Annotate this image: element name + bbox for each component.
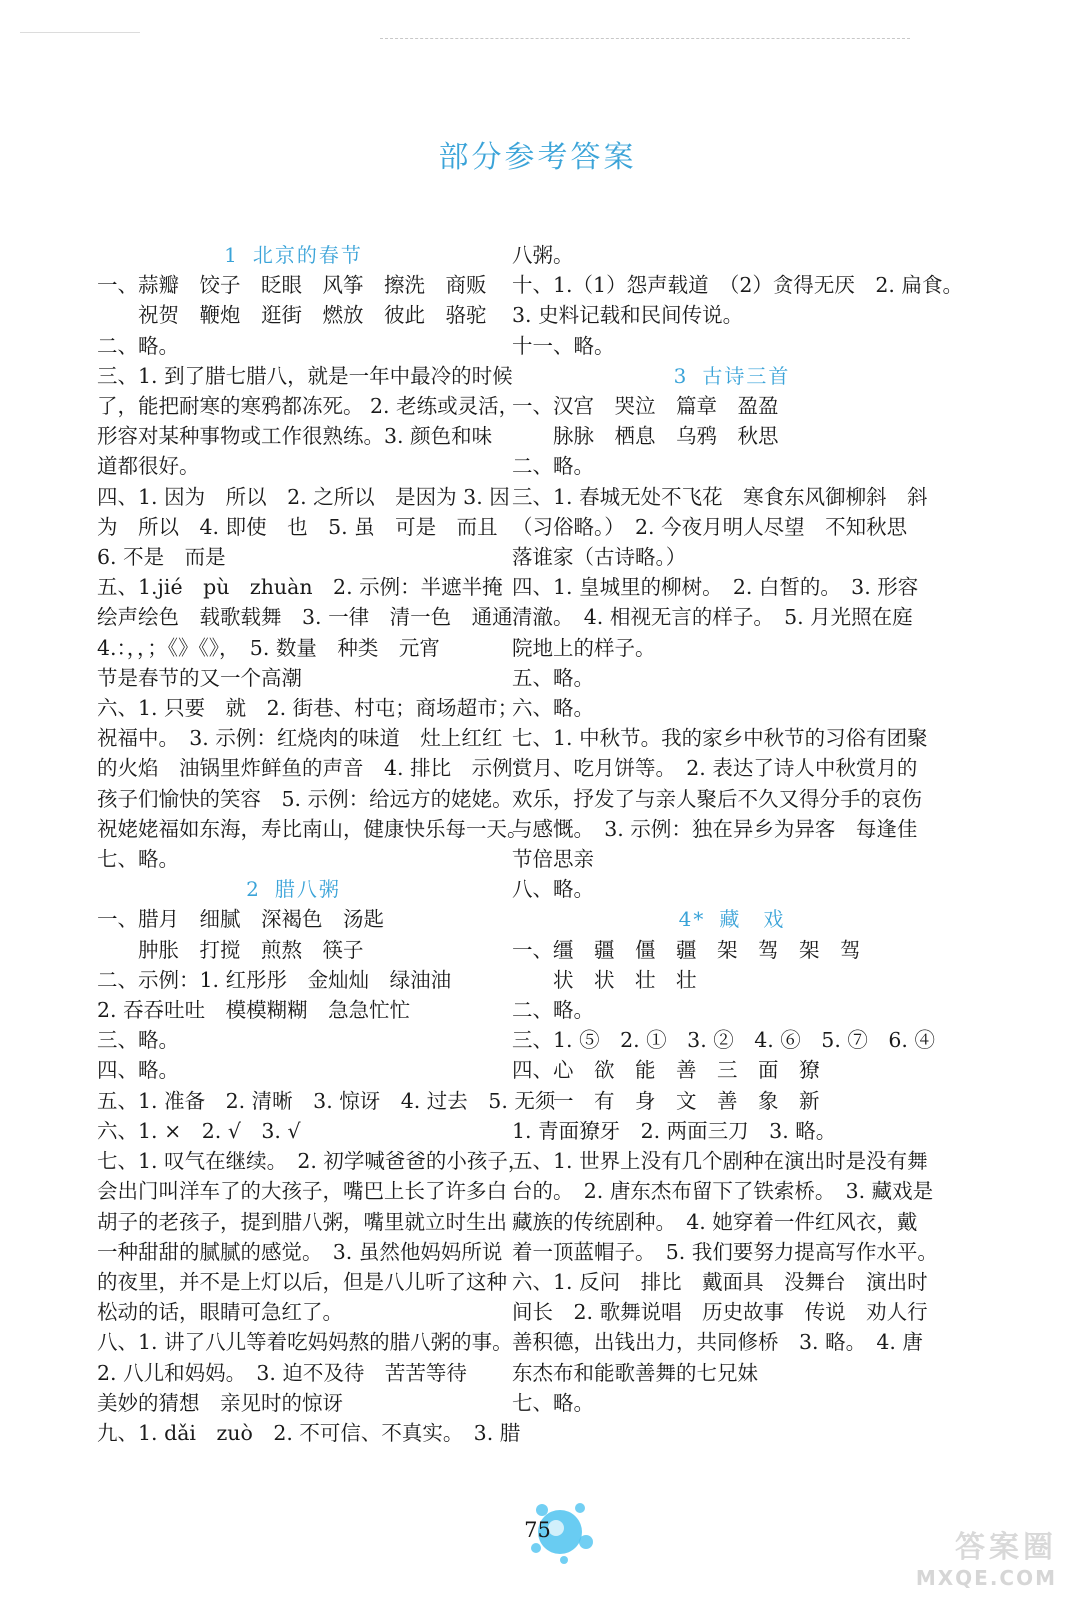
answer-line: 三、略。: [97, 1028, 179, 1053]
answer-line: 欢乐，抒发了与亲人聚后不久又得分手的哀伤: [512, 786, 922, 811]
answer-line: 为 所以 4. 即使 也 5. 虽 可是 而且: [97, 514, 498, 539]
answer-line: 间长 2. 歌舞说唱 历史故事 传说 劝人行: [512, 1300, 928, 1325]
section-number: 1: [224, 243, 239, 267]
section-number: 2: [246, 877, 261, 902]
right-column: [512, 240, 963, 1418]
answer-line: 脉脉 栖息 乌鸦 秋思: [512, 424, 779, 449]
answer-line: 赏月、吃月饼等。 2. 表达了诗人中秋赏月的: [512, 756, 918, 781]
answer-line: 形容对某种事物或工作很熟练。3. 颜色和味: [97, 424, 493, 449]
answer-line: 十一、略。: [512, 333, 615, 358]
answer-line: 七、略。: [512, 1390, 594, 1415]
answer-line: 九、1. dǎi zuò 2. 不可信、不真实。 3. 腊: [97, 1420, 521, 1445]
answer-line: 一种甜甜的腻腻的感觉。 3. 虽然他妈妈所说: [97, 1239, 503, 1264]
answer-line: 祝姥姥福如东海，寿比南山，健康快乐每一天。: [97, 816, 528, 841]
answer-line: 一、蒜瓣 饺子 眨眼 风筝 擦洗 商贩: [97, 273, 487, 298]
answer-line: 二、略。: [512, 998, 594, 1023]
section-title: 腊八粥: [274, 877, 341, 902]
answer-line: 五、略。: [512, 665, 594, 690]
answer-line: 与感慨。 3. 示例：独在异乡为异客 每逢佳: [512, 816, 918, 841]
answer-line: 4.：，，；《》《》， 5. 数量 种类 元宵: [97, 635, 440, 660]
answer-line: 四、略。: [97, 1058, 179, 1083]
answer-line: 状 状 壮 壮: [512, 967, 697, 992]
answer-line: 八、1. 讲了八儿等着吃妈妈熬的腊八粥的事。: [97, 1330, 513, 1355]
section-title: 北京的春节: [252, 243, 363, 267]
answer-line: 清澈。 4. 相视无言的样子。 5. 月光照在庭: [512, 605, 913, 630]
answer-line: 松动的话，眼睛可急红了。: [97, 1300, 343, 1325]
answer-line: 了，能把耐寒的寒鸦都冻死。 2. 老练或灵活，: [97, 394, 520, 419]
answer-line: 落谁家（古诗略。）: [512, 545, 687, 570]
answer-line: 1. 青面獠牙 2. 两面三刀 3. 略。: [512, 1118, 837, 1143]
answer-line: 五、1. 世界上没有几个剧种在演出时是没有舞: [512, 1149, 928, 1174]
answer-line: 六、1. × 2. √ 3. √: [97, 1118, 301, 1143]
answer-line: 美妙的猜想 亲见时的惊讶: [97, 1390, 343, 1415]
section-heading: [97, 240, 490, 270]
answer-line: 六、略。: [512, 696, 594, 721]
answer-line: 道都很好。: [97, 454, 200, 479]
section-heading: [512, 361, 952, 391]
section-title: 古诗三首: [702, 363, 791, 388]
answer-line: 四、1. 皇城里的柳树。 2. 白皙的。 3. 形容: [512, 575, 919, 600]
answer-line: 三、1. ⑤ 2. ① 3. ② 4. ⑥ 5. ⑦ 6. ④: [512, 1028, 935, 1053]
answer-line: 四、心 欲 能 善 三 面 獠: [512, 1058, 820, 1083]
answer-line: 五、1. 准备 2. 清晰 3. 惊讶 4. 过去 5. 无须: [97, 1088, 556, 1113]
answer-line: 孩子们愉快的笑容 5. 示例：给远方的姥姥。: [97, 786, 513, 811]
answer-line: 五、1.jié pù zhuàn 2. 示例：半遮半掩: [97, 575, 503, 600]
answer-line: 七、略。: [97, 847, 179, 872]
answer-line: 院地上的样子。: [512, 635, 656, 660]
answer-line: 的夜里，并不是上灯以后，但是八儿听了这种: [97, 1269, 507, 1294]
answer-line: 祝贺 鞭炮 逛街 燃放 彼此 骆驼: [97, 303, 487, 328]
answer-line: 三、1. 到了腊七腊八，就是一年中最冷的时候: [97, 363, 513, 388]
page-number: 75: [524, 1518, 551, 1542]
answer-line: 绘声绘色 载歌载舞 3. 一律 清一色 通通: [97, 605, 513, 630]
answer-line: 3. 史料记载和民间传说。: [512, 303, 744, 328]
section-heading: [512, 904, 952, 934]
answer-line: （习俗略。） 2. 今夜月明人尽望 不知秋思: [512, 514, 908, 539]
section-title: 藏 戏: [719, 907, 786, 932]
answer-line: 三、1. 春城无处不飞花 寒食东风御柳斜 斜: [512, 484, 928, 509]
section-number: 3: [673, 363, 689, 388]
answer-line: 六、1. 反问 排比 戴面具 没舞台 演出时: [512, 1269, 928, 1294]
answer-line: 着一顶蓝帽子。 5. 我们要努力提高写作水平。: [512, 1239, 938, 1264]
answer-line: 东杰布和能歌善舞的七兄妹: [512, 1360, 758, 1385]
answer-line: 一 有 身 文 善 象 新: [512, 1088, 820, 1113]
top-rule: [380, 38, 910, 39]
answer-line: 6. 不是 而是: [97, 545, 226, 570]
watermark: [916, 1522, 1057, 1590]
answer-line: 的火焰 油锅里炸鲜鱼的声音 4. 排比 示例：: [97, 756, 534, 781]
answer-line: 八粥。: [512, 243, 574, 267]
answer-line: 藏族的传统剧种。 4. 她穿着一件红风衣，戴: [512, 1209, 918, 1234]
answer-line: 胡子的老孩子，提到腊八粥，嘴里就立时生出: [97, 1209, 507, 1234]
top-rule-left: [20, 32, 140, 33]
answer-line: 台的。 2. 唐东杰布留下了铁索桥。 3. 藏戏是: [512, 1179, 934, 1204]
answer-line: 一、腊月 细腻 深褐色 汤匙: [97, 907, 384, 932]
answer-line: 节倍思亲: [512, 847, 594, 872]
answer-line: 祝福中。 3. 示例：红烧肉的味道 灶上红红: [97, 726, 503, 751]
answer-line: 四、1. 因为 所以 2. 之所以 是因为 3. 因: [97, 484, 510, 509]
answer-line: 二、略。: [512, 454, 594, 479]
answer-line: 七、1. 叹气在继续。 2. 初学喊爸爸的小孩子，: [97, 1149, 529, 1174]
answer-line: 2. 八儿和妈妈。 3. 迫不及待 苦苦等待: [97, 1360, 467, 1385]
answer-line: 肿胀 打搅 煎熬 筷子: [97, 937, 364, 962]
answer-line: 八、略。: [512, 877, 594, 902]
answer-line: 一、汉宫 哭泣 篇章 盈盈: [512, 394, 779, 419]
section-number: 4*: [678, 907, 706, 932]
answer-line: 七、1. 中秋节。我的家乡中秋节的习俗有团聚: [512, 726, 928, 751]
answer-line: 善积德，出钱出力，共同修桥 3. 略。 4. 唐: [512, 1330, 923, 1355]
answer-line: 二、示例：1. 红彤彤 金灿灿 绿油油: [97, 967, 452, 992]
watermark-logo: 答案圈: [955, 1530, 1057, 1565]
answer-line: 节是春节的又一个高潮: [97, 665, 302, 690]
answer-line: 六、1. 只要 就 2. 街巷、村屯；商场超市；: [97, 696, 519, 721]
answer-line: 2. 吞吞吐吐 模模糊糊 急急忙忙: [97, 998, 411, 1023]
answer-line: 二、略。: [97, 333, 179, 358]
answer-line: 十、1.（1）怨声载道 （2）贪得无厌 2. 扁食。: [512, 273, 963, 298]
answer-line: 会出门叫洋车了的大孩子，嘴巴上长了许多白: [97, 1179, 507, 1204]
section-heading: [97, 874, 490, 904]
page-title: 部分参考答案: [438, 140, 637, 175]
answer-line: 一、缰 疆 僵 疆 架 驾 架 驾: [512, 937, 861, 962]
watermark-url: MXQE.COM: [915, 1566, 1057, 1590]
